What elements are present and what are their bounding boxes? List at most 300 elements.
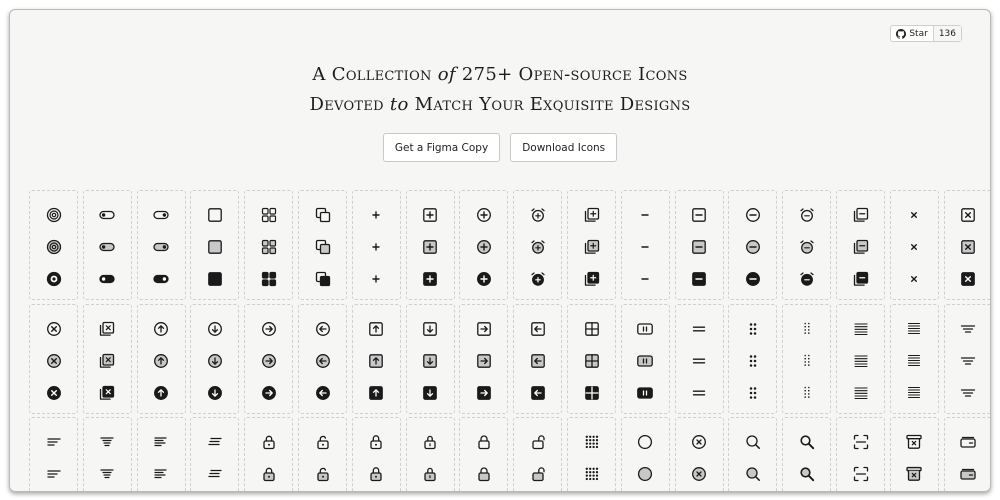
dots-grid-icon — [584, 434, 600, 450]
lock-icon[interactable] — [261, 466, 277, 482]
toggle-off-icon — [99, 239, 115, 255]
lock-rounded-icon[interactable] — [476, 466, 492, 482]
menu-lines-icon[interactable] — [853, 321, 869, 337]
align-italic-icon[interactable] — [207, 466, 223, 482]
layout-grid-icon[interactable] — [584, 321, 600, 337]
arrow-left-circle-icon — [315, 321, 331, 337]
align-italic-icon[interactable] — [207, 434, 223, 450]
icon-card[interactable] — [244, 304, 293, 414]
icon-card[interactable] — [459, 190, 508, 300]
drag-dots-icon[interactable] — [799, 321, 815, 337]
alarm-minus-icon[interactable] — [799, 271, 815, 287]
circle-icon[interactable] — [637, 434, 653, 450]
arrow-up-square-icon — [368, 321, 384, 337]
grid-four-icon — [261, 207, 277, 223]
icon-card[interactable] — [728, 190, 777, 300]
arrow-left-square-icon — [530, 353, 546, 369]
align-center-icon[interactable] — [960, 385, 976, 401]
align-left-icon — [46, 434, 62, 450]
archive-remove-icon[interactable] — [906, 466, 922, 482]
icon-card[interactable] — [459, 304, 508, 414]
arrow-left-square-icon[interactable] — [530, 321, 546, 337]
circle-icon[interactable] — [637, 466, 653, 482]
align-center-icon[interactable] — [960, 321, 976, 337]
toggle-off-icon — [99, 207, 115, 223]
alarm-plus-icon[interactable] — [530, 239, 546, 255]
icon-card[interactable] — [944, 417, 991, 492]
icon-card[interactable] — [406, 304, 455, 414]
minus-square-icon — [691, 239, 707, 255]
icon-card[interactable] — [513, 417, 562, 492]
grid-four-icon[interactable] — [261, 271, 277, 287]
target-icon[interactable] — [46, 239, 62, 255]
icon-card[interactable] — [782, 190, 831, 300]
align-justify-icon[interactable] — [906, 353, 922, 369]
arrow-down-circle-icon — [207, 321, 223, 337]
icon-card[interactable] — [513, 190, 562, 300]
icon-card[interactable] — [406, 417, 455, 492]
plus-square-icon[interactable] — [422, 207, 438, 223]
align-justify-icon — [906, 385, 922, 401]
close-square-icon — [960, 207, 976, 223]
arrow-right-circle-icon — [261, 321, 277, 337]
close-icon[interactable] — [906, 239, 922, 255]
icon-card[interactable] — [298, 190, 347, 300]
library-remove-icon[interactable] — [853, 207, 869, 223]
icon-card[interactable] — [190, 417, 239, 492]
icon-card[interactable] — [890, 417, 939, 492]
scan-icon[interactable] — [853, 466, 869, 482]
arrow-left-circle-icon[interactable] — [315, 321, 331, 337]
arrow-up-square-icon[interactable] — [368, 353, 384, 369]
icon-card[interactable] — [190, 190, 239, 300]
drag-dots-icon[interactable] — [799, 385, 815, 401]
equal-icon[interactable] — [691, 353, 707, 369]
arrow-up-circle-icon[interactable] — [153, 385, 169, 401]
close-circle-small-icon — [691, 434, 707, 450]
minus-square-icon[interactable] — [691, 207, 707, 223]
close-circle-icon[interactable] — [46, 321, 62, 337]
alarm-minus-icon[interactable] — [799, 239, 815, 255]
grid-four-icon[interactable] — [261, 207, 277, 223]
close-icon — [906, 207, 922, 223]
arrow-down-square-icon — [422, 321, 438, 337]
pause-icon — [637, 385, 653, 401]
alarm-plus-icon[interactable] — [530, 207, 546, 223]
grid-four-icon[interactable] — [261, 239, 277, 255]
align-justify-icon[interactable] — [906, 385, 922, 401]
plus-circle-icon[interactable] — [476, 207, 492, 223]
library-close-icon — [99, 353, 115, 369]
arrow-left-square-icon — [530, 321, 546, 337]
lock-rounded-icon[interactable] — [476, 434, 492, 450]
pause-icon — [637, 321, 653, 337]
pause-icon[interactable] — [637, 385, 653, 401]
plus-icon[interactable] — [368, 239, 384, 255]
align-justify-icon — [906, 353, 922, 369]
library-close-icon[interactable] — [99, 385, 115, 401]
card-icon — [960, 466, 976, 482]
align-left-short-icon[interactable] — [153, 466, 169, 482]
alarm-minus-icon[interactable] — [799, 207, 815, 223]
menu-lines-icon — [853, 385, 869, 401]
alarm-plus-icon[interactable] — [530, 271, 546, 287]
icon-card[interactable] — [728, 304, 777, 414]
icon-card[interactable] — [459, 417, 508, 492]
lock-alt-icon[interactable] — [422, 466, 438, 482]
icon-card[interactable] — [298, 417, 347, 492]
icon-card[interactable] — [137, 417, 186, 492]
align-left-icon[interactable] — [46, 466, 62, 482]
arrow-down-square-icon[interactable] — [422, 353, 438, 369]
library-close-icon[interactable] — [99, 353, 115, 369]
library-add-icon[interactable] — [584, 271, 600, 287]
align-center-icon — [960, 385, 976, 401]
search-bold-icon[interactable] — [799, 466, 815, 482]
icon-card[interactable] — [83, 417, 132, 492]
minus-square-icon[interactable] — [691, 271, 707, 287]
icon-card[interactable] — [29, 417, 78, 492]
arrow-left-circle-icon[interactable] — [315, 353, 331, 369]
arrow-down-square-icon — [422, 385, 438, 401]
pause-icon[interactable] — [637, 353, 653, 369]
target-icon — [46, 239, 62, 255]
icon-card[interactable] — [244, 417, 293, 492]
square-icon[interactable] — [207, 271, 223, 287]
close-icon[interactable] — [906, 271, 922, 287]
icon-card[interactable] — [352, 190, 401, 300]
github-star-label: Star — [909, 28, 928, 39]
equal-icon[interactable] — [691, 385, 707, 401]
copy-icon[interactable] — [315, 271, 331, 287]
align-right-icon[interactable] — [99, 466, 115, 482]
plus-square-icon — [422, 239, 438, 255]
minus-circle-icon — [745, 207, 761, 223]
archive-remove-icon — [906, 434, 922, 450]
dots-grid-icon[interactable] — [584, 466, 600, 482]
icon-card[interactable] — [621, 304, 670, 414]
arrow-left-circle-icon[interactable] — [315, 385, 331, 401]
icon-card[interactable] — [836, 417, 885, 492]
copy-icon[interactable] — [315, 207, 331, 223]
align-right-icon[interactable] — [99, 434, 115, 450]
plus-square-icon — [422, 207, 438, 223]
arrow-up-circle-icon — [153, 321, 169, 337]
lock-icon[interactable] — [261, 434, 277, 450]
icon-card[interactable] — [675, 190, 724, 300]
alarm-minus-icon — [799, 271, 815, 287]
drag-dots-icon — [799, 321, 815, 337]
align-right-icon — [99, 466, 115, 482]
arrow-down-circle-icon[interactable] — [207, 385, 223, 401]
toggle-on-icon — [153, 207, 169, 223]
toggle-off-icon[interactable] — [99, 271, 115, 287]
plus-icon — [368, 239, 384, 255]
unlock-icon[interactable] — [530, 434, 546, 450]
drag-dots-icon — [799, 353, 815, 369]
minus-circle-icon[interactable] — [745, 239, 761, 255]
equal-icon[interactable] — [691, 321, 707, 337]
github-star-widget[interactable] — [890, 25, 962, 42]
drag-handle-icon[interactable] — [745, 385, 761, 401]
icon-card[interactable] — [406, 190, 455, 300]
library-add-icon[interactable] — [584, 239, 600, 255]
icon-card[interactable] — [352, 417, 401, 492]
search-icon — [745, 434, 761, 450]
drag-handle-icon[interactable] — [745, 353, 761, 369]
plus-square-icon[interactable] — [422, 271, 438, 287]
copy-icon[interactable] — [315, 239, 331, 255]
library-add-icon[interactable] — [584, 207, 600, 223]
github-star-count[interactable]: 136 — [934, 26, 961, 41]
arrow-up-square-icon[interactable] — [368, 385, 384, 401]
arrow-right-square-icon[interactable] — [476, 321, 492, 337]
align-center-icon[interactable] — [960, 353, 976, 369]
plus-square-icon[interactable] — [422, 239, 438, 255]
github-icon — [896, 29, 906, 39]
minus-circle-icon[interactable] — [745, 271, 761, 287]
icon-card[interactable] — [513, 304, 562, 414]
card-icon[interactable] — [960, 434, 976, 450]
close-circle-icon[interactable] — [46, 353, 62, 369]
icon-card[interactable] — [83, 304, 132, 414]
minus-icon[interactable] — [637, 207, 653, 223]
alarm-minus-icon — [799, 207, 815, 223]
plus-circle-icon — [476, 207, 492, 223]
minus-square-icon — [691, 271, 707, 287]
align-italic-icon — [207, 466, 223, 482]
download-icons-button[interactable]: Download Icons — [510, 133, 617, 162]
scan-icon — [853, 466, 869, 482]
toggle-on-icon[interactable] — [153, 207, 169, 223]
toggle-off-icon — [99, 271, 115, 287]
library-add-icon — [584, 271, 600, 287]
unlock-icon[interactable] — [530, 466, 546, 482]
icon-card[interactable] — [567, 417, 616, 492]
search-icon[interactable] — [745, 434, 761, 450]
copy-icon — [315, 271, 331, 287]
icon-card[interactable] — [675, 417, 724, 492]
layout-grid-icon[interactable] — [584, 353, 600, 369]
card-icon[interactable] — [960, 466, 976, 482]
icon-card[interactable] — [137, 190, 186, 300]
arrow-left-square-icon — [530, 385, 546, 401]
minus-icon[interactable] — [637, 239, 653, 255]
icon-card[interactable] — [298, 304, 347, 414]
close-circle-icon[interactable] — [46, 385, 62, 401]
square-icon[interactable] — [207, 239, 223, 255]
icon-card[interactable] — [137, 304, 186, 414]
lock-open-icon[interactable] — [315, 434, 331, 450]
alarm-plus-icon — [530, 207, 546, 223]
scan-icon[interactable] — [853, 434, 869, 450]
hero-heading — [10, 60, 990, 120]
library-remove-icon — [853, 207, 869, 223]
minus-icon — [637, 239, 653, 255]
library-add-icon — [584, 239, 600, 255]
toggle-on-icon[interactable] — [153, 239, 169, 255]
arrow-up-square-icon[interactable] — [368, 321, 384, 337]
square-icon[interactable] — [207, 207, 223, 223]
icon-card[interactable] — [944, 190, 991, 300]
arrow-right-circle-icon[interactable] — [261, 385, 277, 401]
arrow-right-circle-icon[interactable] — [261, 353, 277, 369]
pause-icon — [637, 353, 653, 369]
library-remove-icon — [853, 271, 869, 287]
lock-open-icon[interactable] — [315, 466, 331, 482]
action-buttons — [10, 133, 990, 162]
lock-dot-icon — [368, 434, 384, 450]
icon-card[interactable] — [352, 304, 401, 414]
toggle-off-icon[interactable] — [99, 207, 115, 223]
minus-icon — [637, 271, 653, 287]
icon-card[interactable] — [782, 417, 831, 492]
lock-open-icon — [315, 466, 331, 482]
arrow-down-circle-icon — [207, 353, 223, 369]
archive-remove-icon[interactable] — [906, 434, 922, 450]
arrow-down-circle-icon[interactable] — [207, 353, 223, 369]
icon-card[interactable] — [567, 304, 616, 414]
icon-card[interactable] — [567, 190, 616, 300]
drag-handle-icon — [745, 321, 761, 337]
arrow-up-circle-icon[interactable] — [153, 353, 169, 369]
align-left-icon[interactable] — [46, 434, 62, 450]
icon-card[interactable] — [944, 304, 991, 414]
icon-card[interactable] — [244, 190, 293, 300]
arrow-left-square-icon[interactable] — [530, 353, 546, 369]
menu-lines-icon[interactable] — [853, 353, 869, 369]
search-bold-icon[interactable] — [799, 434, 815, 450]
grid-four-icon — [261, 271, 277, 287]
search-icon — [745, 466, 761, 482]
icon-card[interactable] — [728, 417, 777, 492]
align-justify-icon[interactable] — [906, 321, 922, 337]
close-circle-small-icon[interactable] — [691, 434, 707, 450]
arrow-up-circle-icon — [153, 385, 169, 401]
circle-icon — [637, 466, 653, 482]
drag-handle-icon — [745, 353, 761, 369]
close-icon — [906, 239, 922, 255]
target-icon[interactable] — [46, 207, 62, 223]
plus-circle-icon[interactable] — [476, 239, 492, 255]
layout-grid-icon — [584, 321, 600, 337]
arrow-up-circle-icon[interactable] — [153, 321, 169, 337]
close-square-icon — [960, 271, 976, 287]
align-left-short-icon[interactable] — [153, 434, 169, 450]
equal-icon — [691, 321, 707, 337]
minus-icon — [637, 207, 653, 223]
drag-handle-icon[interactable] — [745, 321, 761, 337]
icon-card[interactable] — [190, 304, 239, 414]
archive-remove-icon — [906, 466, 922, 482]
library-remove-icon[interactable] — [853, 271, 869, 287]
arrow-right-square-icon[interactable] — [476, 353, 492, 369]
copy-icon — [315, 207, 331, 223]
library-remove-icon — [853, 239, 869, 255]
lock-dot-icon[interactable] — [368, 434, 384, 450]
arrow-right-square-icon[interactable] — [476, 385, 492, 401]
square-icon — [207, 271, 223, 287]
icon-card[interactable] — [621, 190, 670, 300]
close-square-icon[interactable] — [960, 207, 976, 223]
minus-icon[interactable] — [637, 271, 653, 287]
icon-card[interactable] — [890, 304, 939, 414]
lock-alt-icon[interactable] — [422, 434, 438, 450]
icon-card[interactable] — [621, 417, 670, 492]
icon-card[interactable] — [83, 190, 132, 300]
copy-icon — [315, 239, 331, 255]
close-square-icon[interactable] — [960, 271, 976, 287]
search-icon[interactable] — [745, 466, 761, 482]
align-center-icon — [960, 353, 976, 369]
hero-title-line-1: A Collection of 275+ Open-source Icons — [312, 64, 688, 85]
library-close-icon — [99, 385, 115, 401]
library-remove-icon[interactable] — [853, 239, 869, 255]
target-icon[interactable] — [46, 271, 62, 287]
equal-icon — [691, 385, 707, 401]
icon-card[interactable] — [782, 304, 831, 414]
library-close-icon[interactable] — [99, 321, 115, 337]
lock-dot-icon[interactable] — [368, 466, 384, 482]
library-close-icon — [99, 321, 115, 337]
arrow-left-square-icon[interactable] — [530, 385, 546, 401]
unlock-icon — [530, 466, 546, 482]
arrow-down-square-icon[interactable] — [422, 321, 438, 337]
plus-circle-icon[interactable] — [476, 271, 492, 287]
icon-card[interactable] — [890, 190, 939, 300]
align-left-short-icon — [153, 434, 169, 450]
alarm-plus-icon — [530, 239, 546, 255]
align-left-icon — [46, 466, 62, 482]
menu-lines-icon[interactable] — [853, 385, 869, 401]
icon-card[interactable] — [29, 190, 78, 300]
grid-four-icon — [261, 239, 277, 255]
minus-square-icon[interactable] — [691, 239, 707, 255]
icon-card[interactable] — [675, 304, 724, 414]
icon-card[interactable] — [836, 190, 885, 300]
arrow-down-square-icon — [422, 353, 438, 369]
close-icon[interactable] — [906, 207, 922, 223]
toggle-on-icon — [153, 239, 169, 255]
pause-icon[interactable] — [637, 321, 653, 337]
figma-copy-button[interactable]: Get a Figma Copy — [383, 133, 500, 162]
toggle-on-icon[interactable] — [153, 271, 169, 287]
github-star-button[interactable] — [891, 26, 933, 41]
minus-circle-icon[interactable] — [745, 207, 761, 223]
plus-icon[interactable] — [368, 271, 384, 287]
toggle-on-icon — [153, 271, 169, 287]
lock-icon — [261, 466, 277, 482]
arrow-up-circle-icon — [153, 353, 169, 369]
arrow-right-square-icon — [476, 321, 492, 337]
icon-card[interactable] — [29, 304, 78, 414]
plus-icon[interactable] — [368, 207, 384, 223]
arrow-left-circle-icon — [315, 353, 331, 369]
icon-card[interactable] — [836, 304, 885, 414]
close-square-icon[interactable] — [960, 239, 976, 255]
align-left-short-icon — [153, 466, 169, 482]
arrow-down-square-icon[interactable] — [422, 385, 438, 401]
toggle-off-icon[interactable] — [99, 239, 115, 255]
layout-grid-icon[interactable] — [584, 385, 600, 401]
dots-grid-icon[interactable] — [584, 434, 600, 450]
close-circle-small-icon[interactable] — [691, 466, 707, 482]
plus-icon — [368, 207, 384, 223]
search-bold-icon — [799, 466, 815, 482]
drag-dots-icon[interactable] — [799, 353, 815, 369]
arrow-right-circle-icon[interactable] — [261, 321, 277, 337]
arrow-down-circle-icon[interactable] — [207, 321, 223, 337]
